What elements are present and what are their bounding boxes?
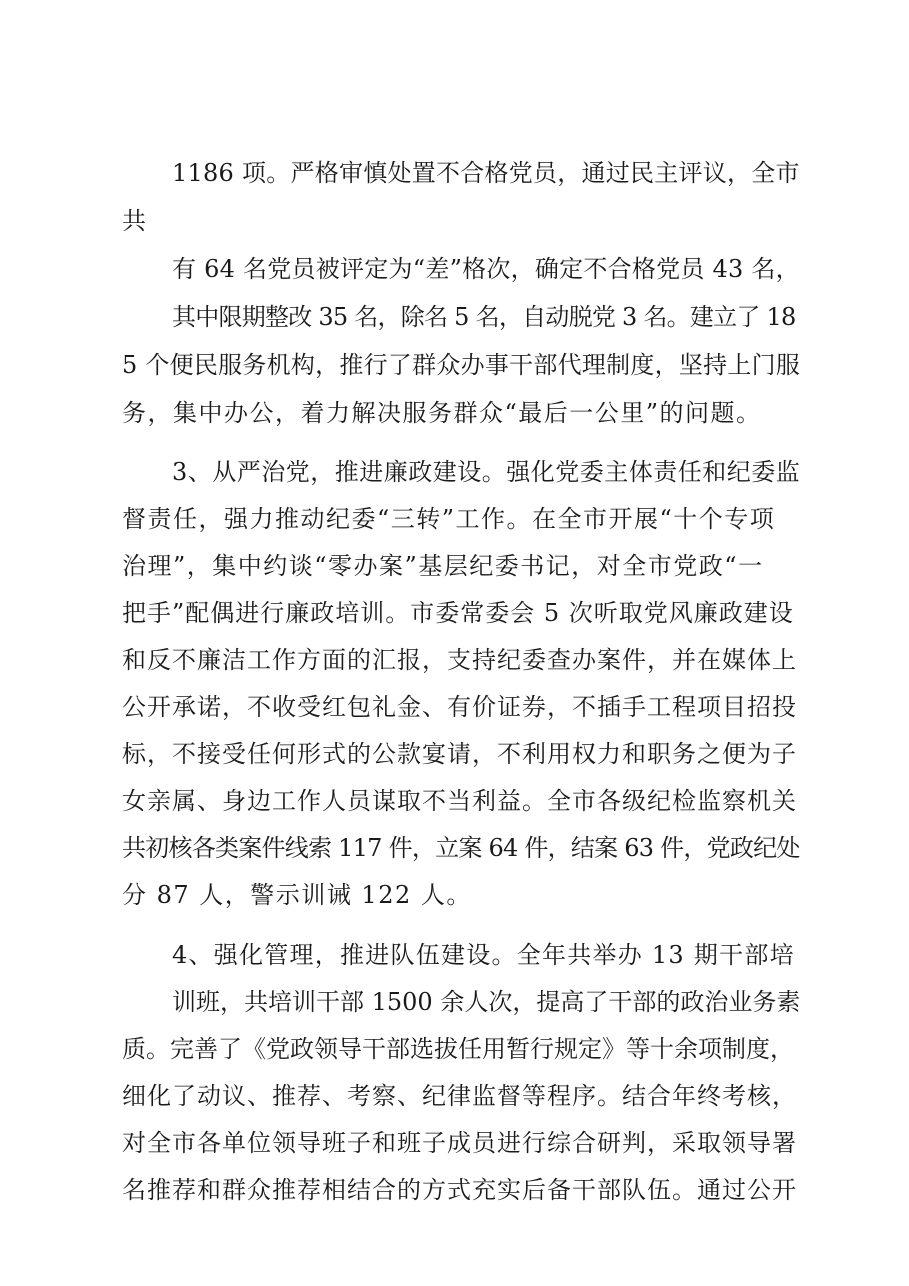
text-line: 细化了动议、推荐、考察、纪律监督等程序。结合年终考核， xyxy=(122,1082,797,1110)
text-line: 共初核各类案件线索 117 件，立案 64 件，结案 63 件，党政纪处 xyxy=(122,834,800,862)
text-line: 4、强化管理，推进队伍建设。全年共举办 13 期干部培 xyxy=(172,941,795,969)
text-line: 督责任，强力推动纪委“三转”工作。在全市开展“十个专项 xyxy=(122,505,776,533)
text-line: 和反不廉洁工作方面的汇报，支持纪委查办案件，并在媒体上 xyxy=(122,646,797,674)
text-line: 名推荐和群众推荐相结合的方式充实后备干部队伍。通过公开 xyxy=(122,1176,797,1204)
text-line: 公开承诺，不收受红包礼金、有价证券，不插手工程项目招投 xyxy=(122,693,797,721)
text-line: 标，不接受任何形式的公款宴请，不利用权力和职务之便为子 xyxy=(122,740,797,768)
text-line: 治理”，集中约谈“零办案”基层纪委书记，对全市党政“一 xyxy=(122,552,764,580)
text-line: 对全市各单位领导班子和班子成员进行综合研判，采取领导署 xyxy=(122,1129,797,1157)
text-line: 共 xyxy=(122,207,148,235)
text-line: 3、从严治党，推进廉政建设。强化党委主体责任和纪委监 xyxy=(172,458,801,486)
text-line: 分 87 人，警示训诫 122 人。 xyxy=(122,881,472,909)
text-line: 女亲属、身边工作人员谋取不当利益。全市各级纪检监察机关 xyxy=(122,787,797,815)
text-line: 务，集中办公，着力解决服务群众“最后一公里”的问题。 xyxy=(122,399,762,427)
text-line: 5 个便民服务机构，推行了群众办事干部代理制度，坚持上门服 xyxy=(122,351,801,379)
text-line: 有 64 名党员被评定为“差”格次，确定不合格党员 43 名， xyxy=(172,255,800,283)
text-line: 训班，共培训干部 1500 余人次，提高了干部的政治业务素 xyxy=(172,988,801,1016)
text-line: 1186 项。严格审慎处置不合格党员，通过民主评议，全市 xyxy=(172,159,800,187)
text-line: 把手”配偶进行廉政培训。市委常委会 5 次听取党风廉政建设 xyxy=(122,599,794,627)
text-line: 质。完善了《党政领导干部选拔任用暂行规定》等十余项制度， xyxy=(122,1035,794,1063)
text-line: 其中限期整改 35 名，除名 5 名，自动脱党 3 名。建立了 18 xyxy=(172,303,796,331)
